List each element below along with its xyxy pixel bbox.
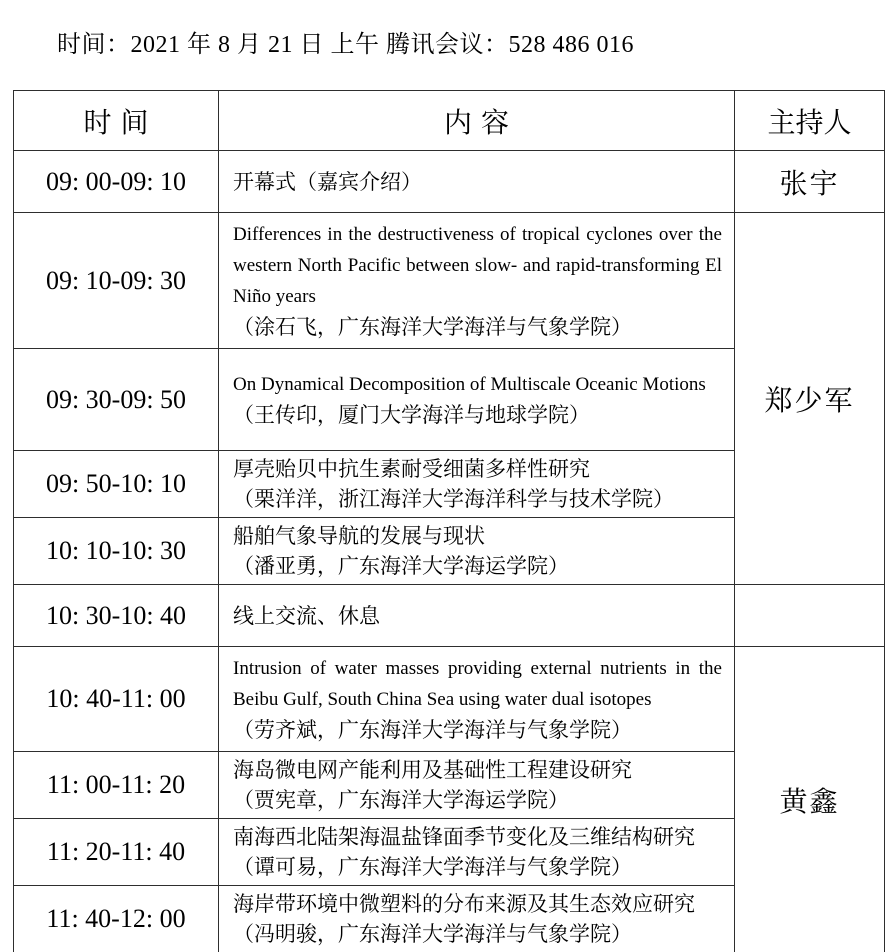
content-line: （王传印，厦门大学海洋与地球学院） <box>233 403 590 427</box>
content-line: （栗洋洋，浙江海洋大学海洋科学与技术学院） <box>233 487 674 511</box>
content-cell <box>219 886 735 952</box>
content-line: 开幕式（嘉宾介绍） <box>233 169 422 194</box>
content-line: Differences in the destructiveness of tropical cyclones over the western North Pacific between slow- and rapid-transforming El Niño years <box>233 224 722 307</box>
content-line: （冯明骏，广东海洋大学海洋与气象学院） <box>233 922 632 946</box>
content-line: （劳齐斌，广东海洋大学海洋与气象学院） <box>233 718 632 742</box>
time-cell: 09: 50-10: 10 <box>14 451 219 518</box>
table-row <box>14 213 885 349</box>
column-header: 内容 <box>219 91 735 151</box>
content-cell <box>219 349 735 451</box>
table-header-row <box>14 91 885 151</box>
content-cell <box>219 213 735 349</box>
content-line: 海岸带环境中微塑料的分布来源及其生态效应研究 <box>233 892 695 916</box>
content-line: Intrusion of water masses providing external nutrients in the Beibu Gulf, South China Sea using water dual isotopes <box>233 658 722 710</box>
content-cell <box>219 819 735 886</box>
content-cell <box>219 647 735 752</box>
content-line: 船舶气象导航的发展与现状 <box>233 524 485 548</box>
host-cell: 张宇 <box>735 151 885 213</box>
content-line: 线上交流、休息 <box>233 603 380 628</box>
content-line: On Dynamical Decomposition of Multiscale Oceanic Motions <box>233 374 706 395</box>
table-row <box>14 151 885 213</box>
content-cell <box>219 752 735 819</box>
time-cell: 10: 30-10: 40 <box>14 585 219 647</box>
content-line: （潘亚勇，广东海洋大学海运学院） <box>233 554 569 578</box>
time-cell: 11: 40-12: 00 <box>14 886 219 952</box>
time-cell: 10: 10-10: 30 <box>14 518 219 585</box>
meeting-info-line: 时间：2021 年 8 月 21 日 上午 腾讯会议：528 486 016 <box>57 32 634 58</box>
time-cell: 11: 20-11: 40 <box>14 819 219 886</box>
column-header: 时间 <box>14 91 219 151</box>
host-cell <box>735 585 885 647</box>
content-line: 厚壳贻贝中抗生素耐受细菌多样性研究 <box>233 457 590 481</box>
content-cell <box>219 585 735 647</box>
column-header: 主持人 <box>735 91 885 151</box>
content-cell <box>219 451 735 518</box>
table-row <box>14 647 885 752</box>
schedule-table <box>13 90 885 952</box>
schedule-body <box>14 151 885 952</box>
content-cell <box>219 518 735 585</box>
content-line: （涂石飞，广东海洋大学海洋与气象学院） <box>233 315 632 339</box>
content-line: （贾宪章，广东海洋大学海运学院） <box>233 788 569 812</box>
host-cell: 郑少军 <box>735 213 885 585</box>
time-cell: 09: 10-09: 30 <box>14 213 219 349</box>
time-cell: 09: 30-09: 50 <box>14 349 219 451</box>
table-row <box>14 585 885 647</box>
time-cell: 09: 00-09: 10 <box>14 151 219 213</box>
content-line: 海岛微电网产能利用及基础性工程建设研究 <box>233 758 632 782</box>
time-cell: 10: 40-11: 00 <box>14 647 219 752</box>
time-cell: 11: 00-11: 20 <box>14 752 219 819</box>
host-cell: 黄鑫 <box>735 647 885 952</box>
content-cell <box>219 151 735 213</box>
content-line: （谭可易，广东海洋大学海洋与气象学院） <box>233 855 632 879</box>
content-line: 南海西北陆架海温盐锋面季节变化及三维结构研究 <box>233 825 695 849</box>
